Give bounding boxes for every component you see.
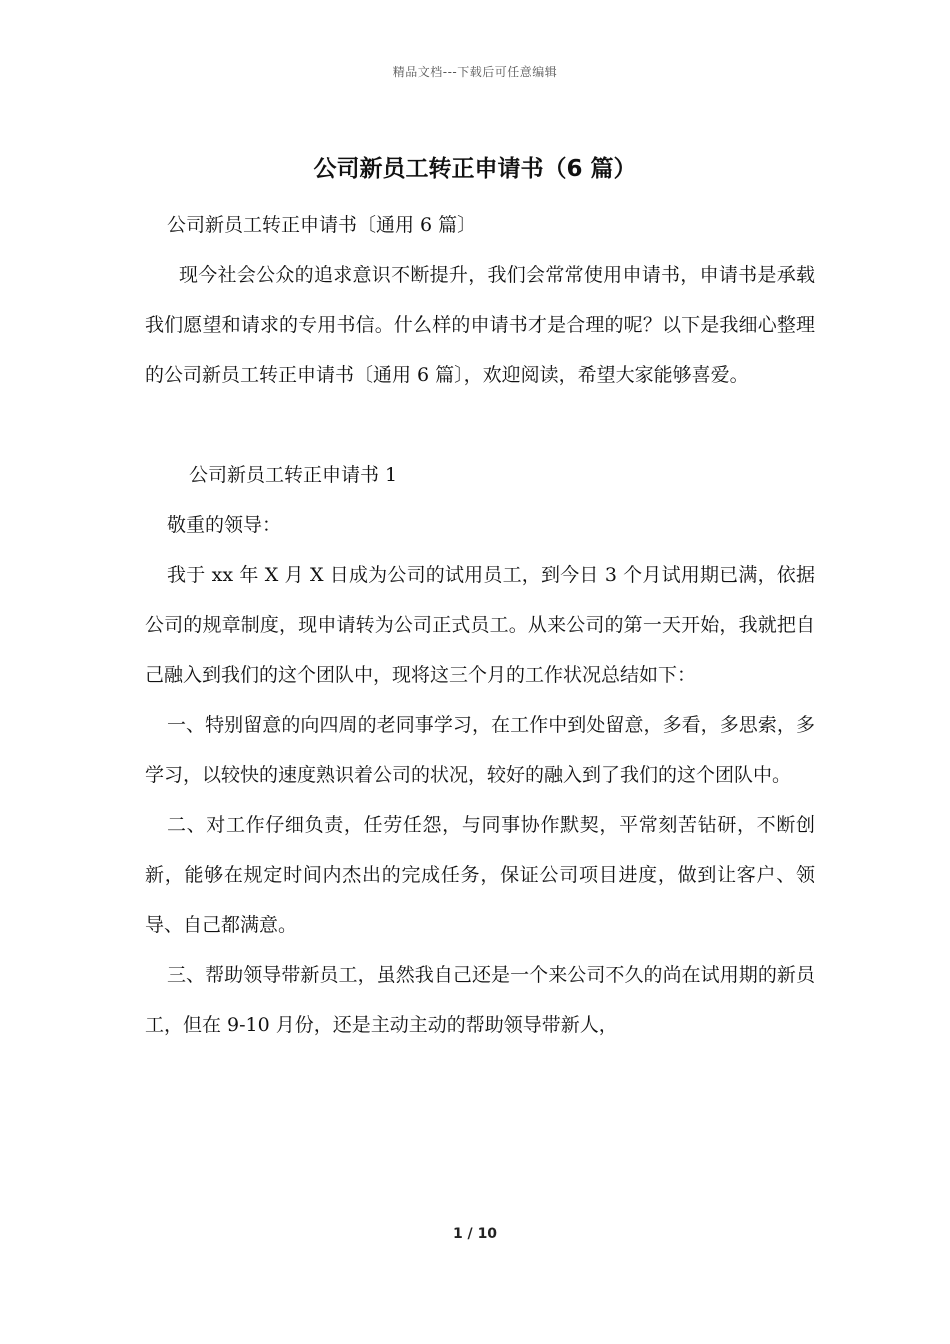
page-total: 10 bbox=[477, 1226, 498, 1242]
section-heading: 公司新员工转正申请书 1 bbox=[189, 464, 398, 486]
page-number bbox=[0, 1226, 950, 1242]
document-title: 公司新员工转正申请书（6 篇） bbox=[313, 156, 637, 182]
intro-paragraph: 现今社会公众的追求意识不断提升，我们会常常使用申请书，申请书是承载我们愿望和请求的专用书信。什么样的申请书才是合理的呢？以下是我细心整理的公司新员工转正申请书〔通用 6 篇〕，欢迎阅读，希望大家能够喜爱。 bbox=[145, 264, 815, 386]
subtitle: 公司新员工转正申请书〔通用 6 篇〕 bbox=[167, 214, 477, 236]
body-paragraph-2: 一、特别留意的向四周的老同事学习，在工作中到处留意，多看，多思索，多学习，以较快的速度熟识着公司的状况，较好的融入到了我们的这个团队中。 bbox=[145, 714, 815, 786]
salutation: 敬重的领导： bbox=[167, 514, 282, 536]
document-body bbox=[145, 200, 815, 1050]
body-paragraph-3: 二、对工作仔细负责，任劳任怨，与同事协作默契，平常刻苦钻研，不断创新，能够在规定时间内杰出的完成任务，保证公司项目进度，做到让客户、领导、自己都满意。 bbox=[145, 814, 815, 936]
header-note: 精品文档---下载后可任意编辑 bbox=[392, 65, 558, 79]
body-paragraph-1: 我于 xx 年 X 月 X 日成为公司的试用员工，到今日 3 个月试用期已满，依据公司的规章制度，现申请转为公司正式员工。从来公司的第一天开始，我就把自己融入到我们的这个团队中，现将这三个月的工作状况总结如下： bbox=[145, 564, 815, 686]
body-paragraph-4: 三、帮助领导带新员工，虽然我自己还是一个来公司不久的尚在试用期的新员工，但在 9-10 月份，还是主动主动的帮助领导带新人， bbox=[145, 964, 815, 1036]
page-current: 1 bbox=[452, 1226, 463, 1242]
page-separator: / bbox=[462, 1226, 478, 1242]
